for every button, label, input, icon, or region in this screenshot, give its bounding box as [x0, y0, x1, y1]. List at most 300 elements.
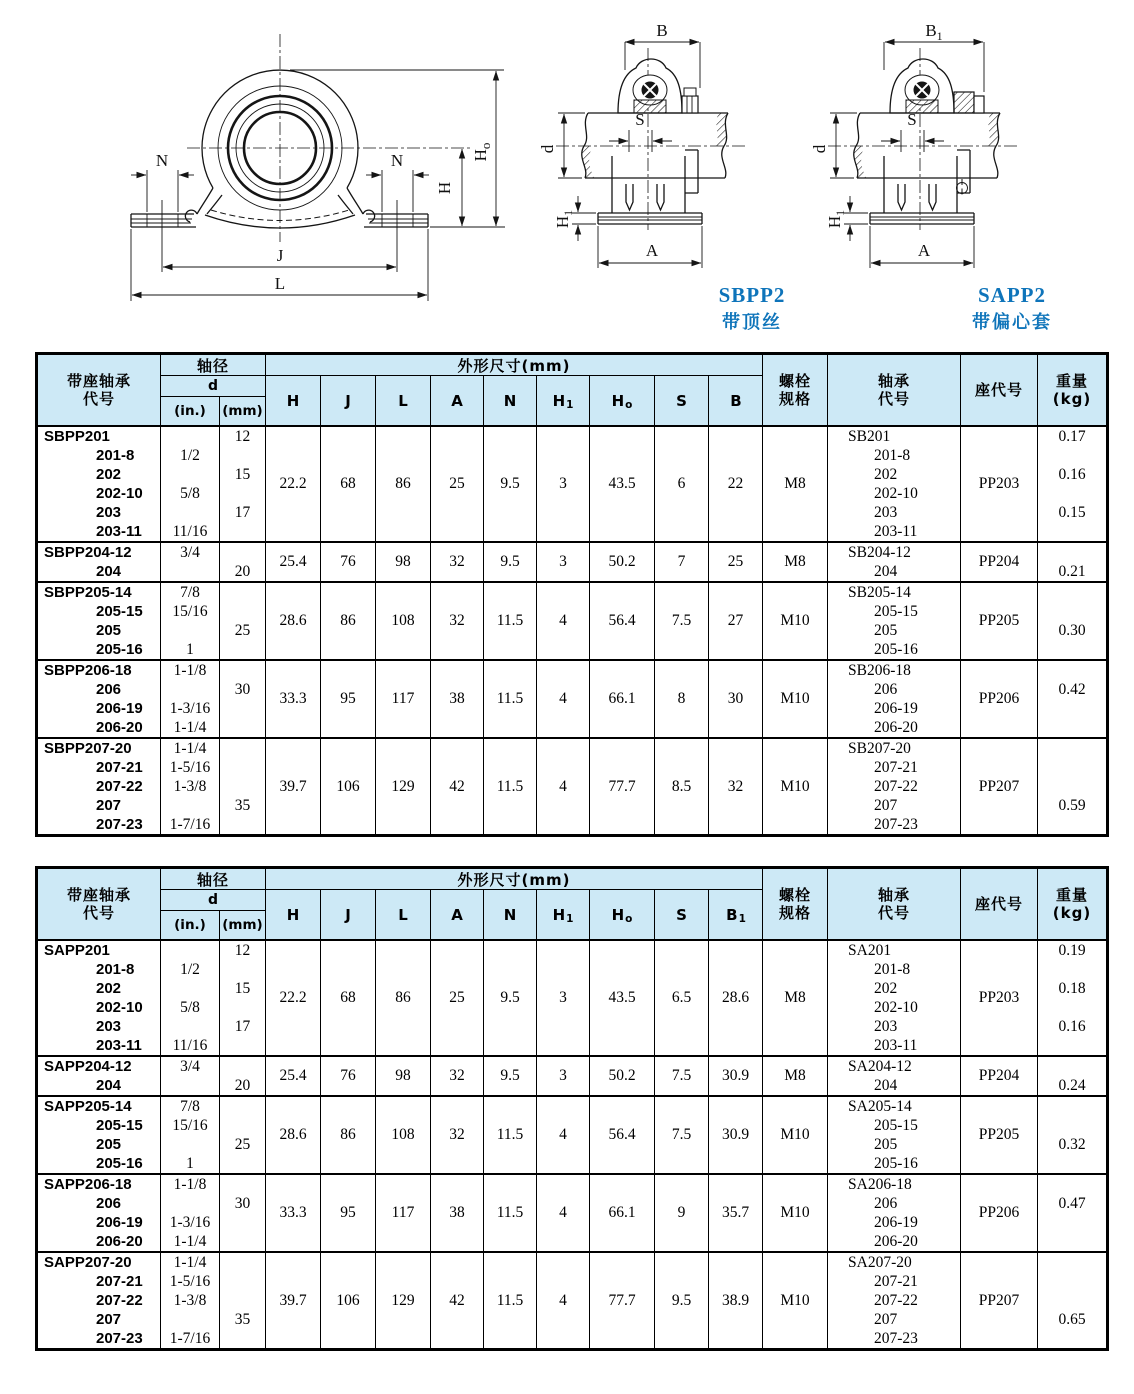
header-dim-h1: H 1 [537, 376, 590, 425]
inch-line: 1-5/16 [169, 1273, 211, 1290]
code-line: 203-11 [96, 523, 142, 540]
header-dim-h: H [266, 890, 321, 939]
weight-line: 0.16 [1058, 1018, 1086, 1035]
bearing-line: 207-22 [874, 1292, 918, 1309]
spec-group-row [38, 581, 1106, 659]
weight-line: 0.16 [1058, 466, 1086, 483]
inch-line: 3/4 [180, 1058, 200, 1075]
mm-line [220, 543, 265, 562]
mm-line [220, 960, 265, 979]
inch-line: 1-1/4 [173, 1233, 207, 1250]
header-dims [266, 355, 763, 425]
mm-line [220, 522, 265, 541]
bearing-insert-section [618, 59, 698, 113]
header-dims-label: 外形尺寸(mm) [266, 355, 762, 376]
weight-line [1038, 739, 1106, 758]
inch-cell [161, 661, 220, 737]
mm-line [220, 1329, 265, 1348]
dim-value: 108 [376, 583, 431, 659]
code-line: 203-11 [96, 1037, 142, 1054]
sbpp-caption [676, 283, 828, 334]
housing-value: PP204 [961, 543, 1038, 581]
code-cell [38, 1175, 161, 1251]
mm-line: 12 [234, 942, 251, 959]
housing-value: PP206 [961, 1175, 1038, 1251]
bolt-value: M8 [763, 427, 828, 541]
bearing-cell [828, 427, 961, 541]
front-view-drawing [95, 28, 515, 318]
mm-line [220, 1253, 265, 1272]
weight-line [1038, 602, 1106, 621]
dim-value: 77.7 [590, 739, 655, 834]
bolt-value: M10 [763, 1253, 828, 1348]
inch-line: 1-7/16 [169, 1330, 211, 1347]
dimension-lines [558, 42, 702, 268]
code-line: 206-20 [96, 1233, 143, 1250]
bearing-line: SA204-12 [848, 1058, 912, 1075]
inch-line: 1-7/16 [169, 816, 211, 833]
mm-line [220, 699, 265, 718]
bearing-line: 207-21 [874, 1273, 918, 1290]
housing-side [598, 150, 702, 224]
mm-line: 20 [234, 1077, 251, 1094]
inch-cell [161, 427, 220, 541]
inch-line: 1-3/8 [173, 1292, 207, 1309]
bolt-value: M8 [763, 941, 828, 1055]
shaft-break-hatch-left [582, 146, 594, 178]
dim-value: 32 [431, 583, 484, 659]
weight-line [1038, 1154, 1106, 1173]
dimension-labels [156, 143, 493, 293]
code-line: SBPP205-14 [44, 584, 132, 601]
code-line: SAPP206-18 [44, 1176, 132, 1193]
inch-line: 1-3/16 [169, 1214, 211, 1231]
header-bearing [828, 869, 961, 939]
mm-line [220, 1291, 265, 1310]
weight-cell [1038, 1253, 1106, 1348]
header-dim-b: B [730, 391, 742, 410]
header-shaft-dia [161, 869, 266, 939]
mm-cell [220, 543, 266, 581]
inch-cell [161, 583, 220, 659]
inch-line [161, 680, 219, 699]
inch-line: 15/16 [172, 1117, 208, 1134]
mm-line [220, 718, 265, 737]
dim-value: 77.7 [590, 1253, 655, 1348]
dim-value: 50.2 [590, 543, 655, 581]
code-line: 207-21 [96, 759, 143, 776]
dim-value: 25 [431, 427, 484, 541]
code-line: 206 [96, 1195, 122, 1212]
dim-value: 28.6 [266, 1097, 321, 1173]
header-bolt [763, 869, 828, 939]
mm-line [220, 1232, 265, 1251]
code-line: 202-10 [96, 485, 143, 502]
inch-line [161, 1194, 219, 1213]
inch-line: 5/8 [180, 999, 200, 1016]
mm-line: 12 [234, 428, 251, 445]
code-line: 206-19 [96, 700, 143, 717]
code-cell [38, 583, 161, 659]
weight-line: 0.19 [1058, 942, 1086, 959]
mm-line: 20 [234, 563, 251, 580]
header-bolt [763, 355, 828, 425]
mm-cell [220, 1175, 266, 1251]
header-weight [1038, 355, 1106, 425]
dim-value: 95 [321, 661, 376, 737]
dim-value: 4 [537, 661, 590, 737]
bearing-line: SB206-18 [848, 662, 911, 679]
bearing-line: 205 [874, 622, 898, 639]
a-label: A [917, 241, 931, 260]
dim-value: 9.5 [484, 543, 537, 581]
bearing-line: 205-15 [874, 603, 918, 620]
weight-line [1038, 1036, 1106, 1055]
bearing-insert-section [890, 59, 984, 113]
header-code [38, 869, 161, 939]
inch-cell [161, 1097, 220, 1173]
header-bearing-line: 代号 [877, 390, 910, 408]
header-dim-a: A [431, 376, 484, 425]
bearing-line: 207 [874, 1311, 898, 1328]
dim-value: 32 [709, 739, 763, 834]
header-housing [961, 355, 1038, 425]
bearing-cell [828, 739, 961, 834]
dim-value: 27 [709, 583, 763, 659]
bearing-line: 204 [874, 1077, 898, 1094]
bearing-line: 201-8 [874, 961, 911, 978]
inch-line: 1/2 [180, 961, 200, 978]
bearing-line: 204 [874, 563, 898, 580]
bolt-value: M8 [763, 1057, 828, 1095]
mm-cell [220, 427, 266, 541]
header-housing-line: 座代号 [974, 895, 1023, 913]
header-bearing-line: 代号 [877, 904, 910, 922]
inch-line: 1-1/4 [173, 1254, 207, 1271]
weight-line [1038, 758, 1106, 777]
weight-line: 0.65 [1058, 1311, 1086, 1328]
code-line: 207-22 [96, 778, 143, 795]
weight-line [1038, 960, 1106, 979]
sbpp-caption-text: 带顶丝 [722, 312, 782, 333]
mm-line: 15 [234, 980, 251, 997]
bearing-line: SB201 [848, 428, 891, 445]
mm-cell [220, 661, 266, 737]
inch-line [161, 427, 219, 446]
bearing-line: 207 [874, 797, 898, 814]
header-dim-l: L [376, 890, 431, 939]
h1-label: $H_1$ [553, 209, 575, 229]
sapp-side-view-drawing [812, 18, 1102, 280]
table-header [38, 355, 1106, 427]
dim-value: 38 [431, 661, 484, 737]
bearing-line: 207-22 [874, 778, 918, 795]
dim-value: 39.7 [266, 739, 321, 834]
dim-value: 86 [321, 1097, 376, 1173]
sbpp-caption-code: SBPP2 [718, 283, 786, 307]
bearing-line: 206 [874, 1195, 898, 1212]
weight-line [1038, 815, 1106, 834]
bearing-cell [828, 1057, 961, 1095]
dim-value: 8.5 [655, 739, 709, 834]
bearing-cell [828, 941, 961, 1055]
dimension-lines [830, 42, 984, 268]
bearing-line: 206 [874, 681, 898, 698]
bearing-line: 206-20 [874, 1233, 918, 1250]
header-inch-label: (in.) [161, 397, 220, 425]
dim-value: 42 [431, 1253, 484, 1348]
code-line: 205 [96, 1136, 122, 1153]
code-line: 203 [96, 504, 122, 521]
weight-cell [1038, 739, 1106, 834]
header-dims [266, 869, 763, 939]
dim-value: 4 [537, 1097, 590, 1173]
dim-value: 43.5 [590, 941, 655, 1055]
bearing-line: 206-19 [874, 700, 918, 717]
weight-line [1038, 1232, 1106, 1251]
mm-line: 35 [234, 797, 251, 814]
code-line: 201-8 [96, 961, 135, 978]
code-line: 202 [96, 466, 122, 483]
weight-line: 0.42 [1058, 681, 1086, 698]
bolt-value: M10 [763, 661, 828, 737]
header-dim-a: A [431, 890, 484, 939]
dim-value: 117 [376, 1175, 431, 1251]
bearing-line: 201-8 [874, 447, 911, 464]
dim-value: 56.4 [590, 583, 655, 659]
dim-value: 33.3 [266, 1175, 321, 1251]
weight-cell [1038, 1057, 1106, 1095]
code-line: SAPP207-20 [44, 1254, 132, 1271]
header-weight-line: 重量 [1055, 886, 1088, 904]
header-mm-label: (mm) [222, 917, 263, 933]
dim-value: 30 [709, 661, 763, 737]
weight-cell [1038, 427, 1106, 541]
spec-group-row [38, 1173, 1106, 1251]
mm-line [220, 1272, 265, 1291]
header-bolt-line: 规格 [778, 904, 811, 922]
weight-line [1038, 1253, 1106, 1272]
dim-value: 68 [321, 427, 376, 541]
code-line: SBPP206-18 [44, 662, 132, 679]
bearing-cell [828, 661, 961, 737]
dim-value: 7.5 [655, 583, 709, 659]
inch-line: 3/4 [180, 544, 200, 561]
header-dim-b1: B 1 [726, 905, 746, 925]
code-line: 204 [96, 563, 122, 580]
weight-line [1038, 1057, 1106, 1076]
inch-line [161, 979, 219, 998]
mm-line [220, 1057, 265, 1076]
inch-line [161, 562, 219, 581]
mm-line [220, 739, 265, 758]
code-line: 202-10 [96, 999, 143, 1016]
dim-value: 32 [431, 543, 484, 581]
bearing-line: 206-20 [874, 719, 918, 736]
bearing-line: SA207-20 [848, 1254, 912, 1271]
code-line: 204 [96, 1077, 122, 1094]
dim-value: 3 [537, 543, 590, 581]
inch-line [161, 621, 219, 640]
inch-cell [161, 941, 220, 1055]
inch-line: 1-3/8 [173, 778, 207, 795]
code-line: 201-8 [96, 447, 135, 464]
header-bolt-line: 螺栓 [778, 372, 811, 390]
housing-side [870, 150, 974, 224]
mm-line [220, 758, 265, 777]
header-dim-cols [266, 376, 762, 425]
weight-line: 0.21 [1058, 563, 1086, 580]
bearing-cell [828, 1175, 961, 1251]
code-line: 205-16 [96, 641, 143, 658]
mm-line [220, 777, 265, 796]
weight-cell [1038, 941, 1106, 1055]
inch-line [161, 941, 219, 960]
header-dim-n: N [484, 376, 537, 425]
inch-line: 1-1/4 [173, 719, 207, 736]
dim-value: 6 [655, 427, 709, 541]
dim-value: 86 [376, 941, 431, 1055]
l-label: L [274, 274, 286, 293]
weight-line [1038, 583, 1106, 602]
spec-group-row [38, 737, 1106, 834]
bearing-line: SB204-12 [848, 544, 911, 561]
mm-line [220, 998, 265, 1017]
dim-value: 4 [537, 739, 590, 834]
inch-cell [161, 1175, 220, 1251]
weight-line [1038, 661, 1106, 680]
dim-value: 9.5 [655, 1253, 709, 1348]
header-bearing [828, 355, 961, 425]
ho-label: $H_o$ [471, 142, 493, 162]
inch-cell [161, 739, 220, 834]
header-dim-h: H [266, 376, 321, 425]
mm-cell [220, 1253, 266, 1348]
dim-value: 28.6 [709, 941, 763, 1055]
mm-cell [220, 583, 266, 659]
inch-line: 7/8 [180, 584, 200, 601]
code-cell [38, 543, 161, 581]
inch-cell [161, 543, 220, 581]
d-label: d [810, 144, 829, 154]
code-line: 206-19 [96, 1214, 143, 1231]
weight-line: 0.59 [1058, 797, 1086, 814]
a-label: A [645, 241, 659, 260]
sbpp-spec-table [35, 352, 1109, 837]
code-line: SAPP201 [44, 942, 110, 959]
bearing-cell [828, 583, 961, 659]
bearing-line: 202 [874, 466, 898, 483]
sapp-caption [934, 283, 1090, 334]
weight-line [1038, 1097, 1106, 1116]
s-label: S [635, 110, 645, 129]
code-cell [38, 427, 161, 541]
mm-line: 30 [234, 1195, 251, 1212]
inch-line: 1-1/8 [173, 662, 207, 679]
code-line: SBPP207-20 [44, 740, 132, 757]
inch-line: 5/8 [180, 485, 200, 502]
dim-value: 11.5 [484, 1175, 537, 1251]
code-cell [38, 1253, 161, 1348]
code-line: 203 [96, 1018, 122, 1035]
weight-line [1038, 1272, 1106, 1291]
header-dims-label: 外形尺寸(mm) [266, 869, 762, 890]
inch-line [161, 1135, 219, 1154]
code-line: 206 [96, 681, 122, 698]
dim-value: 86 [376, 427, 431, 541]
sapp-caption-code: SAPP2 [978, 283, 1046, 307]
spec-group-row [38, 427, 1106, 541]
spec-group-row [38, 541, 1106, 581]
code-cell [38, 1057, 161, 1095]
inch-line: 1 [186, 641, 194, 658]
header-dim-n: N [484, 890, 537, 939]
inch-line [161, 796, 219, 815]
spec-group-row [38, 1055, 1106, 1095]
dim-value: 9.5 [484, 941, 537, 1055]
dim-value: 66.1 [590, 661, 655, 737]
header-dim-cols [266, 890, 762, 939]
dim-value: 3 [537, 941, 590, 1055]
code-line: 205-15 [96, 603, 143, 620]
header-dim-j: J [321, 890, 376, 939]
code-line: 206-20 [96, 719, 143, 736]
weight-line: 0.15 [1058, 504, 1086, 521]
dim-value: 11.5 [484, 583, 537, 659]
inch-cell [161, 1253, 220, 1348]
inch-line: 1/2 [180, 447, 200, 464]
mm-line: 17 [234, 504, 251, 521]
bearing-line: 203 [874, 1018, 898, 1035]
mm-cell [220, 739, 266, 834]
weight-line [1038, 1116, 1106, 1135]
mm-line [220, 1116, 265, 1135]
dim-value: 8 [655, 661, 709, 737]
header-code-line: 带座轴承 [66, 372, 131, 390]
inch-line: 7/8 [180, 1098, 200, 1115]
header-d-label: d [161, 890, 265, 911]
dim-value: 32 [431, 1097, 484, 1173]
mm-cell [220, 1097, 266, 1173]
weight-cell [1038, 1175, 1106, 1251]
header-bolt-line: 规格 [778, 390, 811, 408]
bearing-line: 205-16 [874, 1155, 918, 1172]
weight-line [1038, 1329, 1106, 1348]
header-shaft-dia [161, 355, 266, 425]
mm-line: 17 [234, 1018, 251, 1035]
code-cell [38, 941, 161, 1055]
mm-line [220, 1175, 265, 1194]
dim-value: 106 [321, 739, 376, 834]
mm-cell [220, 941, 266, 1055]
mm-line [220, 484, 265, 503]
dim-value: 6.5 [655, 941, 709, 1055]
dim-value: 68 [321, 941, 376, 1055]
code-line: 205-15 [96, 1117, 143, 1134]
bearing-line: 205-16 [874, 641, 918, 658]
header-weight-line: 重量 [1055, 372, 1088, 390]
dim-value: 11.5 [484, 1253, 537, 1348]
set-screw [682, 96, 698, 113]
weight-line [1038, 543, 1106, 562]
housing-value: PP206 [961, 661, 1038, 737]
housing-value: PP205 [961, 1097, 1038, 1173]
dim-value: 56.4 [590, 1097, 655, 1173]
spec-group-row [38, 659, 1106, 737]
sapp-spec-table [35, 866, 1109, 1351]
header-housing-line: 座代号 [974, 381, 1023, 399]
inch-line: 11/16 [172, 523, 208, 540]
